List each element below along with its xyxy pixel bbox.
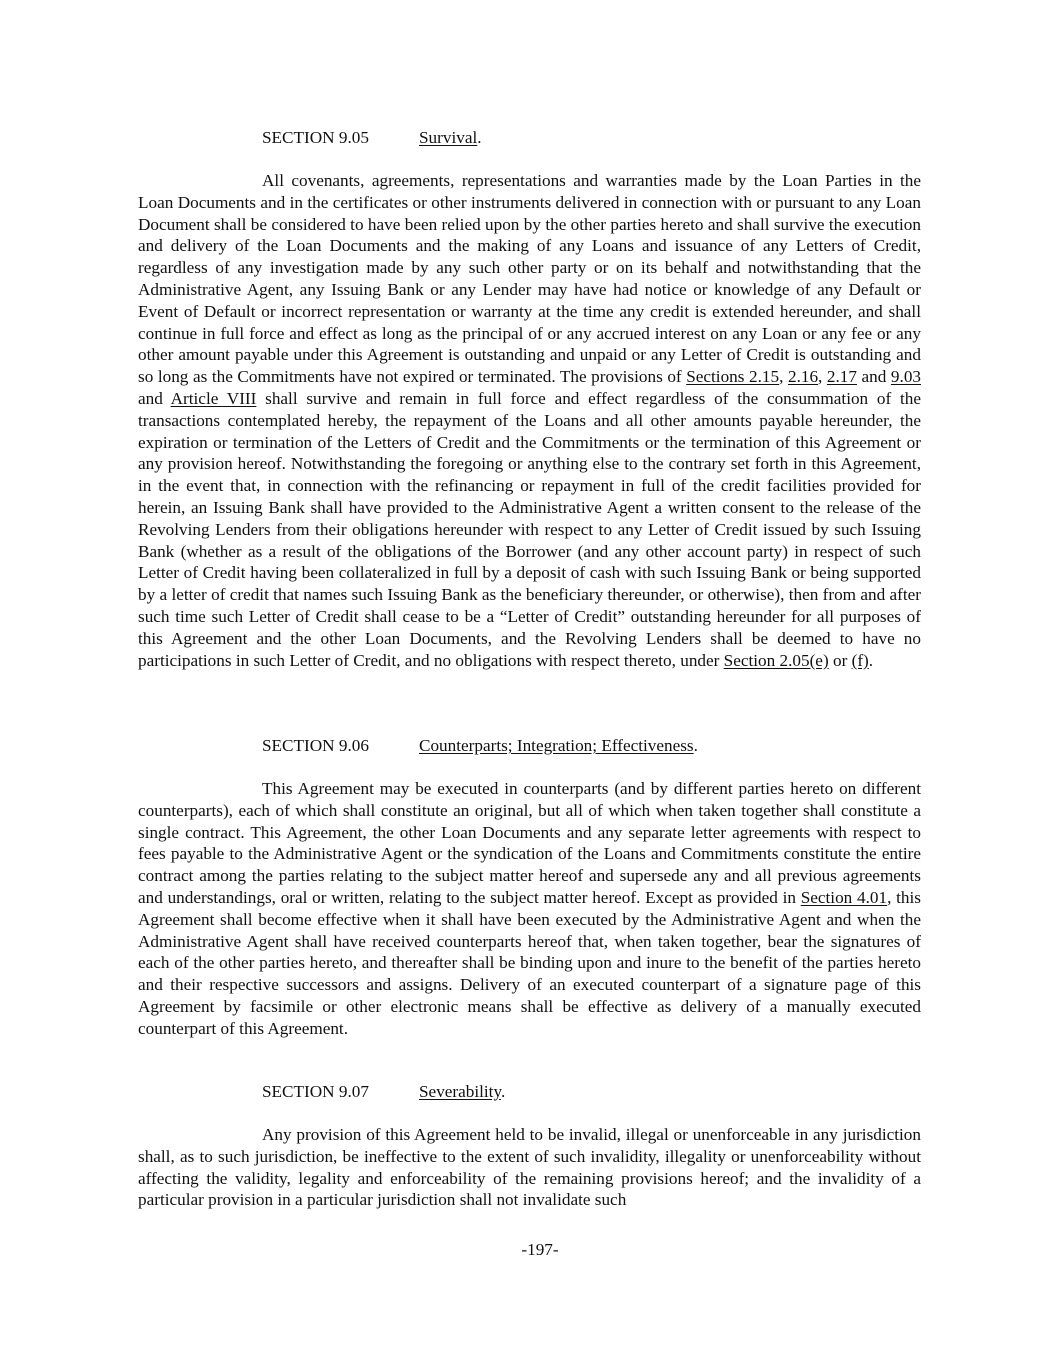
section-title-suffix: . (500, 1082, 506, 1101)
section-title-text: Survival (419, 128, 478, 147)
body-text: and (856, 367, 891, 387)
body-text: Any provision of this Agreement held to be invalid, illegal or unenforceable in any jurisdiction shall, as to such jurisdiction, be ineffective to the extent of such invalidity, illegality or unenforceability without affecting the validity, legality and enforceability of the remaining provisions hereof; and the invalidity of a particular provision in a particular jurisdiction shall not invalidate such (138, 1125, 921, 1210)
body-text: , this Agreement shall become effective when it shall have been executed by the Administrative Agent and when the Administrative Agent shall have received counterparts hereof that, when taken together, bear the signatures of each of the other parties hereto, and thereafter shall be binding upon and inure to the benefit of the parties hereto and their respective successors and assigns. Delivery of an executed counterpart of a signature page of this Agreement by facsimile or other electronic means shall be effective as delivery of a manually executed counterpart of this Agreement. (138, 887, 921, 1038)
cross-reference: Section 4.01 (800, 887, 888, 907)
body-text: , (818, 367, 827, 387)
cross-reference: 2.17 (826, 367, 857, 387)
cross-reference: Sections 2.15 (686, 367, 780, 387)
section-body (138, 778, 921, 1040)
section-heading (262, 1081, 505, 1103)
page-number: -197- (521, 1240, 559, 1259)
section-heading (262, 127, 482, 149)
body-text: All covenants, agreements, representations and warranties made by the Loan Parties in the Loan Documents and in the certificates or other instruments delivered in connection with or pursuant to any Loan Document shall be considered to have been relied upon by the other parties hereto and shall survive the execution and delivery of the Loan Documents and the making of any Loans and issuance of any Letters of Credit, regardless of any investigation made by any such other party or on its behalf and notwithstanding that the Administrative Agent, any Issuing Bank or any Lender may have had notice or knowledge of any Default or Event of Default or incorrect representation or warranty at the time any credit is extended hereunder, and shall continue in full force and effect as long as the principal of or any accrued interest on any Loan or any fee or any other amount payable under this Agreement is outstanding and unpaid or any Letter of Credit is outstanding and so long as the Commitments have not expired or terminated. The provisions of (138, 171, 921, 387)
section-body (138, 170, 921, 671)
section-number: SECTION 9.07 (262, 1082, 369, 1101)
section-title-text: Counterparts; Integration; Effectiveness (419, 736, 694, 755)
cross-reference: Section 2.05(e) (723, 650, 829, 670)
section-title (419, 1082, 505, 1101)
cross-reference: 2.16 (787, 367, 819, 387)
cross-reference: (f) (851, 650, 869, 670)
body-text: or (828, 650, 852, 670)
section-title (419, 736, 698, 755)
body-text: shall survive and remain in full force and effect regardless of the consummation of the transactions contemplated hereby, the repayment of the Loans and all other amounts payable hereunder, the expiration or termination of the Letters of Credit and the Commitments or the termination of this Agreement or any provision hereof. Notwithstanding the foregoing or anything else to the contrary set forth in this Agreement, in the event that, in connection with the refinancing or repayment in full of the credit facilities provided for herein, an Issuing Bank shall have provided to the Administrative Agent a written consent to the release of the Revolving Lenders from their obligations hereunder with respect to any Letter of Credit issued by such Issuing Bank (whether as a result of the obligations of the Borrower (and any other account party) in respect of such Letter of Credit having been collateralized in full by a deposit of cash with such Issuing Bank or being supported by a letter of credit that names such Issuing Bank as the beneficiary thereunder, or otherwise), then from and after such time such Letter of Credit shall cease to be a “Letter of Credit” outstanding hereunder for all purposes of this Agreement and the other Loan Documents, and the Revolving Lenders shall be deemed to have no participations in such Letter of Credit, and no obligations with respect thereto, under (138, 388, 921, 670)
section-body (138, 1124, 921, 1211)
section-title-suffix: . (693, 736, 698, 755)
body-text: , (779, 367, 788, 387)
section-title-suffix: . (477, 128, 482, 147)
section-number: SECTION 9.06 (262, 736, 369, 755)
section-title-text: Severability (419, 1082, 501, 1101)
body-text: This Agreement may be executed in counterparts (and by different parties hereto on different counterparts), each of which shall constitute an original, but all of which when taken together shall constitute a single contract. This Agreement, the other Loan Documents and any separate letter agreements with respect to fees payable to the Administrative Agent or the syndication of the Loans and Commitments constitute the entire contract among the parties relating to the subject matter hereof and supersede any and all previous agreements and understandings, oral or written, relating to the subject matter hereof. Except as provided in (138, 779, 921, 907)
cross-reference: Article VIII (170, 388, 257, 408)
body-text: and (138, 388, 171, 408)
section-number: SECTION 9.05 (262, 128, 369, 147)
cross-reference: 9.03 (890, 367, 921, 387)
section-heading (262, 735, 698, 757)
section-title (419, 128, 482, 147)
body-text: . (868, 650, 874, 670)
